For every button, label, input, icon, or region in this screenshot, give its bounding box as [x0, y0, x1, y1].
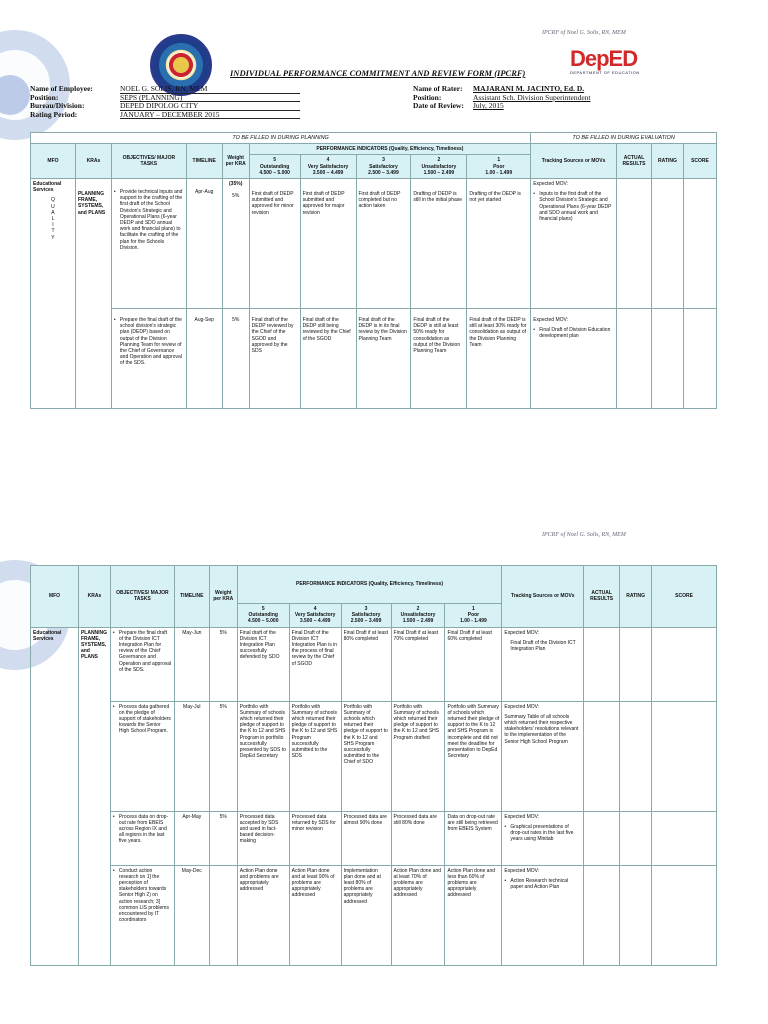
weight-cell: 5%	[209, 701, 237, 811]
field-value: Assistant Sch. Division Superintendent	[473, 92, 591, 102]
weight-cell: 5%	[209, 627, 237, 701]
weight-cell: 5%	[209, 811, 237, 865]
objective-cell: • Provide technical inputs and support to the crafting of the first draft of the School Division's Strategic and Operational Plans (6-year DEDP and SDO annual work and financial plans) to facilitate the crafting of the plan for the Schools Division.	[111, 179, 186, 309]
indicator-2: Processed data are still 80% done	[391, 811, 445, 865]
rating-cell[interactable]	[651, 179, 683, 309]
scale-1: 1 Poor 1.00 - 1.499	[445, 604, 502, 628]
rating-cell[interactable]	[620, 701, 652, 811]
rating-cell[interactable]	[651, 309, 683, 409]
timeline-cell: Apr-May	[174, 811, 209, 865]
scale-1: 1 Poor 1.00 - 1.499	[467, 155, 531, 179]
score-cell[interactable]	[683, 179, 716, 309]
quality-letter: L	[51, 216, 55, 223]
deped-logo-text: DepED	[570, 46, 638, 71]
indicator-3: First draft of DEDP completed but no action taken	[356, 179, 411, 309]
col-performance-indicators: PERFORMANCE INDICATORS (Quality, Efficiency, Timeliness)	[237, 566, 502, 604]
rating-cell[interactable]	[620, 865, 652, 965]
col-actual: ACTUAL RESULTS	[617, 144, 652, 179]
indicator-4: Processed data returned by SDS for minor revision	[289, 811, 341, 865]
col-objectives: OBJECTIVES/ MAJOR TASKS	[110, 566, 174, 628]
document-title: INDIVIDUAL PERFORMANCE COMMITMENT AND REVIEW FORM (IPCRF)	[230, 68, 526, 78]
deped-logo	[570, 48, 650, 78]
deped-logo-sub: DEPARTMENT OF EDUCATION	[570, 70, 640, 75]
col-mfo: MFO	[31, 144, 76, 179]
indicator-5: Portfolio with Summary of schools which returned their pledge of support to the K to 12 and SHS Program in portfolio successfully presented by SDS to DepEd Secretary	[237, 701, 289, 811]
ipcrf-table-page1	[30, 132, 717, 409]
ipcrf-table-page2	[30, 565, 717, 966]
field-value: JANUARY – DECEMBER 2015	[120, 111, 300, 120]
field-label: Date of Review:	[413, 101, 464, 111]
scale-2: 2 Unsatisfactory 1.500 – 2.499	[391, 604, 445, 628]
scale-2: 2 Unsatisfactory 1.500 – 2.499	[411, 155, 467, 179]
actual-results-cell[interactable]	[584, 627, 620, 701]
timeline-cell: Apr-Aug	[186, 179, 222, 309]
mov-cell: Expected MOV: • Action Research technical paper and Action Plan	[502, 865, 584, 965]
quality-letter: T	[51, 228, 55, 235]
mfo-cell: Educational Services Q U A L I T Y	[31, 179, 76, 409]
rating-cell[interactable]	[620, 627, 652, 701]
quality-letter: U	[51, 203, 55, 210]
scale-4: 4 Very Satisfactory 3.500 – 4.499	[300, 155, 356, 179]
quality-letter: A	[51, 209, 55, 216]
planning-band: TO BE FILLED IN DURING PLANNING	[31, 133, 531, 144]
objective-cell: • Prepare the final draft of the Division ICT Integration Plan for review of the Chief Governance and Operation and approval of the SDS.	[110, 627, 174, 701]
actual-results-cell[interactable]	[617, 179, 652, 309]
kra-cell: PLANNING FRAME, SYSTEMS, and PLANS	[78, 627, 110, 965]
col-mfo: MFO	[31, 566, 79, 628]
field-value: July, 2015	[473, 101, 504, 111]
indicator-1: Final Draft if at least 60% completed	[445, 627, 502, 701]
objective-cell: • Process data gathered on the pledge of support of stakeholders towards the Senior High School Program.	[110, 701, 174, 811]
score-cell[interactable]	[652, 701, 717, 811]
rater-info	[413, 85, 673, 111]
indicator-1: Action Plan done and less than 60% of problems are appropriately addressed	[445, 865, 502, 965]
page-header-note: IPCRF of Noel G. Solis, RN, MEM	[542, 30, 626, 36]
objective-cell: • Process data on drop-out rate from EBEIS across Region IX and all regions in the last five years.	[110, 811, 174, 865]
mfo-cell: Educational Services	[31, 627, 79, 965]
field-value: MAJARANI M. JACINTO, Ed. D.	[473, 84, 585, 93]
indicator-2: Portfolio with Summary of schools which returned their pledge of support to the K to 12 and SHS Program drafted	[391, 701, 445, 811]
actual-results-cell[interactable]	[584, 811, 620, 865]
field-value: DEPED DIPOLOG CITY	[120, 102, 300, 111]
col-rating: RATING	[651, 144, 683, 179]
evaluation-band: TO BE FILLED IN DURING EVALUATION	[531, 133, 717, 144]
timeline-cell: May-Jul	[174, 701, 209, 811]
quality-vertical-label	[48, 197, 58, 240]
indicator-4: First draft of DEDP submitted and approved for major revision	[300, 179, 356, 309]
mov-cell: Expected MOV: Summary Table of all schools which returned their respective stakeholders' resolutions relevant to the implementation of the Senior High School Program	[502, 701, 584, 811]
col-score: SCORE	[652, 566, 717, 628]
indicator-3: Implementation plan done and at least 80% of problems are appropriately addressed	[341, 865, 391, 965]
actual-results-cell[interactable]	[584, 865, 620, 965]
indicator-5: Processed data accepted by SDS and used in fact-based decision-making	[237, 811, 289, 865]
indicator-1: Portfolio with Summary of schools which returned their pledge of support to the K to 12 and SHS Program is incomplete and did not meet the deadline for presentation to DepEd Secretary	[445, 701, 502, 811]
indicator-4: Final draft of the DEDP still being reviewed by the Chief of the SGOD	[300, 309, 356, 409]
field-label: Name of Rater:	[413, 84, 463, 93]
weight-cell: (35%) 5%	[222, 179, 249, 309]
indicator-3: Final Draft if at least 80% completed	[341, 627, 391, 701]
timeline-cell: Aug-Sep	[186, 309, 222, 409]
timeline-cell: May-Jun	[174, 627, 209, 701]
scale-3: 3 Satisfactory 2.500 – 3.499	[356, 155, 411, 179]
scale-3: 3 Satisfactory 2.500 – 3.499	[341, 604, 391, 628]
scale-5: 5 Outstanding 4.500 – 5.000	[249, 155, 300, 179]
actual-results-cell[interactable]	[584, 701, 620, 811]
weight-cell	[209, 865, 237, 965]
field-value: NOEL G. SOLIS, RN, MEM	[120, 85, 300, 94]
indicator-1: Final draft of the DEDP is still at least 30% ready for consolidation as output of the Division Planning Team	[467, 309, 531, 409]
field-label: Position:	[413, 92, 442, 102]
col-timeline: TIMELINE	[186, 144, 222, 179]
col-kras: KRAs	[75, 144, 111, 179]
field-label: Bureau/Division:	[30, 101, 85, 111]
score-cell[interactable]	[652, 627, 717, 701]
indicator-3: Portfolio with Summary of schools which returned their pledge of support to the K to 12 and SHS Program successfully submitted to the Chief of SDO	[341, 701, 391, 811]
indicator-1: Data on drop-out rate are still being retrieved from EBEIS System	[445, 811, 502, 865]
kra-cell: PLANNING FRAME, SYSTEMS, and PLANS	[75, 179, 111, 409]
col-weight: Weight per KRA	[209, 566, 237, 628]
col-objectives: OBJECTIVES/ MAJOR TASKS	[111, 144, 186, 179]
indicator-2: Final Draft if at least 70% completed	[391, 627, 445, 701]
col-weight: Weight per KRA	[222, 144, 249, 179]
score-cell[interactable]	[652, 865, 717, 965]
col-tracking: Tracking Sources or MOVs	[502, 566, 584, 628]
col-score: SCORE	[683, 144, 716, 179]
indicator-5: First draft of DEDP submitted and approved for minor revision	[249, 179, 300, 309]
timeline-cell: May-Dec	[174, 865, 209, 965]
col-performance-indicators: PERFORMANCE INDICATORS (Quality, Efficiency, Timeliness)	[249, 144, 531, 155]
mov-cell: Expected MOV: Final Draft of the Division ICT Integration Plan	[502, 627, 584, 701]
indicator-4: Final Draft of the Division ICT Integration Plan is in the process of final review by the Chief of SGOD	[289, 627, 341, 701]
quality-letter: I	[52, 222, 54, 229]
quality-letter: Y	[51, 234, 55, 241]
col-timeline: TIMELINE	[174, 566, 209, 628]
quality-letter: Q	[51, 197, 55, 204]
score-cell[interactable]	[652, 811, 717, 865]
indicator-2: Final draft of the DEDP is still at least 50% ready for consolidation as output of the Division Planning Team	[411, 309, 467, 409]
employee-info	[30, 85, 300, 119]
page-header-note: IPCRF of Noel G. Solis, RN, MEM	[542, 532, 626, 538]
field-label: Rating Period:	[30, 109, 78, 119]
col-actual: ACTUAL RESULTS	[584, 566, 620, 628]
col-kras: KRAs	[78, 566, 110, 628]
indicator-5: Final draft of the DEDP reviewed by the Chief of the SGOD and approved by the SDS	[249, 309, 300, 409]
rating-cell[interactable]	[620, 811, 652, 865]
indicator-5: Final draft of the Division ICT Integration Plan successfully defended by SDO	[237, 627, 289, 701]
indicator-4: Action Plan done and at least 90% of problems are appropriately addressed	[289, 865, 341, 965]
indicator-2: Action Plan done and at least 70% of problems are appropriately addressed	[391, 865, 445, 965]
field-value: SEPS (PLANNING)	[120, 94, 300, 103]
mov-cell: Expected MOV: • Final Draft of Division Education development plan	[531, 309, 617, 409]
objective-cell: • Prepare the final draft of the school division's strategic plan (DEDP) based on output of the Division Planning Team for review of the Chief of Governance and Operation and approval of the SDS.	[111, 309, 186, 409]
col-rating: RATING	[620, 566, 652, 628]
mov-cell: Expected MOV: • Graphical presentations of drop-out rates in the last five years using Minitab	[502, 811, 584, 865]
mov-cell: Expected MOV: • Inputs to the first draft of the School Division's Strategic and Operational Plans (6-year DEDP and SDO annual work and financial plans)	[531, 179, 617, 309]
indicator-3: Final draft of the DEDP is in its final review by the Division Planning Team	[356, 309, 411, 409]
scale-5: 5 Outstanding 4.500 – 5.000	[237, 604, 289, 628]
objective-cell: • Conduct action research on 1] the perception of stakeholders towards Senior High 2) on action research; 3] common LIS problems encountered by IT coordinators	[110, 865, 174, 965]
field-label: Position:	[30, 92, 59, 102]
indicator-4: Portfolio with Summary of schools which returned their pledge of support to the K to 12 and SHS Program successfully submitted to the SDS	[289, 701, 341, 811]
actual-results-cell[interactable]	[617, 309, 652, 409]
scale-4: 4 Very Satisfactory 3.500 – 4.499	[289, 604, 341, 628]
field-label: Name of Employee:	[30, 84, 93, 93]
indicator-1: Drafting of the DEDP is not yet started	[467, 179, 531, 309]
score-cell[interactable]	[683, 309, 716, 409]
indicator-3: Processed data are almost 90% done	[341, 811, 391, 865]
col-tracking: Tracking Sources or MOVs	[531, 144, 617, 179]
weight-cell: 5%	[222, 309, 249, 409]
indicator-2: Drafting of DEDP is still in the initial phase	[411, 179, 467, 309]
indicator-5: Action Plan done and problems are appropriately addressed	[237, 865, 289, 965]
